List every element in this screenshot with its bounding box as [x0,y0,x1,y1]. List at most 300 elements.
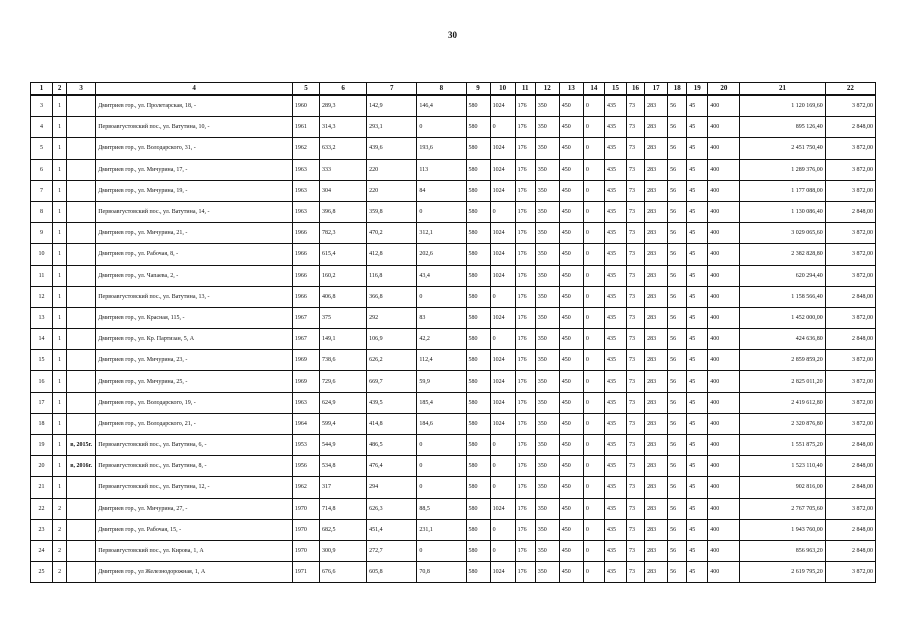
rate-12-cell: 350 [535,540,559,561]
year-cell: 1963 [292,159,319,180]
address-cell: Дмитриев гор., ул. Пролетарская, 18, - [96,95,293,117]
column-header: 1 [31,83,53,96]
table-row [31,456,876,477]
note-cell [67,562,96,583]
rate-10-cell: 1024 [490,223,515,244]
unit-rate-cell: 3 872,00 [825,307,875,328]
rate-12-cell: 350 [535,286,559,307]
rate-10-cell: 0 [490,519,515,540]
rate-16-cell: 73 [627,159,645,180]
rate-10-cell: 0 [490,435,515,456]
rate-20-cell: 400 [708,286,740,307]
rate-14-cell: 0 [583,159,604,180]
unit-rate-cell: 2 848,00 [825,329,875,350]
rate-12-cell: 350 [535,413,559,434]
rate-18-cell: 56 [668,519,687,540]
rate-17-cell: 283 [645,498,668,519]
rate-17-cell: 283 [645,138,668,159]
rate-16-cell: 73 [627,286,645,307]
unit-rate-cell: 3 872,00 [825,413,875,434]
rate-18-cell: 56 [668,95,687,117]
table-row [31,265,876,286]
rate-18-cell: 56 [668,350,687,371]
rate-14-cell: 0 [583,117,604,138]
row-number-cell: 7 [31,180,53,201]
rate-11-cell: 176 [515,435,535,456]
address-cell: Дмитриев гор., ул Железнодорожная, 1, А [96,562,293,583]
total-area-cell: 406,8 [320,286,367,307]
rate-9-cell: 580 [466,392,490,413]
unit-rate-cell: 2 848,00 [825,435,875,456]
rate-14-cell: 0 [583,540,604,561]
area-a-cell: 292 [367,307,417,328]
rate-17-cell: 283 [645,540,668,561]
rate-13-cell: 450 [559,117,583,138]
area-a-cell: 293,1 [367,117,417,138]
rate-14-cell: 0 [583,350,604,371]
rate-16-cell: 73 [627,562,645,583]
rate-12-cell: 350 [535,159,559,180]
area-a-cell: 626,3 [367,498,417,519]
rate-11-cell: 176 [515,456,535,477]
year-cell: 1967 [292,307,319,328]
rate-11-cell: 176 [515,392,535,413]
area-b-cell: 43,4 [417,265,466,286]
year-cell: 1966 [292,265,319,286]
rate-16-cell: 73 [627,307,645,328]
rate-13-cell: 450 [559,286,583,307]
rate-15-cell: 435 [604,244,626,265]
rate-17-cell: 283 [645,371,668,392]
rate-16-cell: 73 [627,180,645,201]
group-cell: 1 [53,329,67,350]
note-cell [67,265,96,286]
rate-9-cell: 580 [466,413,490,434]
address-cell: Первоавгустовский пос., ул. Ватутина, 14, - [96,201,293,222]
year-cell: 1964 [292,413,319,434]
group-cell: 1 [53,223,67,244]
address-cell: Первоавгустовский пос., ул. Ватутина, 13, - [96,286,293,307]
unit-rate-cell: 3 872,00 [825,244,875,265]
year-cell: 1970 [292,519,319,540]
column-header: 21 [740,83,825,96]
column-header: 14 [583,83,604,96]
address-cell: Дмитриев гор., ул. Володарского, 19, - [96,392,293,413]
rate-19-cell: 45 [687,371,708,392]
rate-19-cell: 45 [687,477,708,498]
rate-12-cell: 350 [535,562,559,583]
rate-17-cell: 283 [645,180,668,201]
row-number-cell: 9 [31,223,53,244]
unit-rate-cell: 2 848,00 [825,201,875,222]
table-row [31,371,876,392]
area-a-cell: 439,5 [367,392,417,413]
rate-16-cell: 73 [627,519,645,540]
rate-13-cell: 450 [559,413,583,434]
rate-14-cell: 0 [583,286,604,307]
amount-cell: 2 767 705,60 [740,498,825,519]
rate-18-cell: 56 [668,244,687,265]
rate-13-cell: 450 [559,350,583,371]
total-area-cell: 633,2 [320,138,367,159]
total-area-cell: 534,8 [320,456,367,477]
rate-11-cell: 176 [515,413,535,434]
total-area-cell: 375 [320,307,367,328]
rate-12-cell: 350 [535,477,559,498]
rate-12-cell: 350 [535,201,559,222]
unit-rate-cell: 2 848,00 [825,540,875,561]
note-cell [67,180,96,201]
rate-11-cell: 176 [515,286,535,307]
group-cell: 1 [53,392,67,413]
area-a-cell: 412,8 [367,244,417,265]
total-area-cell: 314,3 [320,117,367,138]
rate-11-cell: 176 [515,350,535,371]
rate-19-cell: 45 [687,307,708,328]
rate-13-cell: 450 [559,159,583,180]
group-cell: 2 [53,498,67,519]
rate-11-cell: 176 [515,371,535,392]
note-cell [67,413,96,434]
unit-rate-cell: 3 872,00 [825,95,875,117]
rate-12-cell: 350 [535,138,559,159]
rate-17-cell: 283 [645,244,668,265]
rate-9-cell: 580 [466,371,490,392]
rate-19-cell: 45 [687,329,708,350]
rate-15-cell: 435 [604,435,626,456]
table-body [31,95,876,583]
address-cell: Дмитриев гор., ул. Красная, 115, - [96,307,293,328]
unit-rate-cell: 2 848,00 [825,519,875,540]
column-header: 8 [417,83,466,96]
rate-20-cell: 400 [708,180,740,201]
group-cell: 1 [53,435,67,456]
unit-rate-cell: 3 872,00 [825,159,875,180]
rate-18-cell: 56 [668,392,687,413]
column-header: 2 [53,83,67,96]
total-area-cell: 624,9 [320,392,367,413]
column-header: 20 [708,83,740,96]
rate-12-cell: 350 [535,244,559,265]
column-header: 9 [466,83,490,96]
column-header: 22 [825,83,875,96]
row-number-cell: 11 [31,265,53,286]
group-cell: 2 [53,519,67,540]
unit-rate-cell: 3 872,00 [825,371,875,392]
amount-cell: 1 158 566,40 [740,286,825,307]
rate-19-cell: 45 [687,265,708,286]
table-row [31,180,876,201]
rate-19-cell: 45 [687,519,708,540]
row-number-cell: 15 [31,350,53,371]
rate-9-cell: 580 [466,540,490,561]
note-cell [67,498,96,519]
rate-19-cell: 45 [687,435,708,456]
table-row [31,307,876,328]
rate-13-cell: 450 [559,265,583,286]
address-cell: Первоавгустовский пос., ул. Ватутина, 6, - [96,435,293,456]
area-a-cell: 116,8 [367,265,417,286]
row-number-cell: 22 [31,498,53,519]
table-row [31,159,876,180]
amount-cell: 1 523 110,40 [740,456,825,477]
amount-cell: 1 177 088,00 [740,180,825,201]
note-cell [67,371,96,392]
rate-13-cell: 450 [559,223,583,244]
row-number-cell: 3 [31,95,53,117]
area-a-cell: 669,7 [367,371,417,392]
area-b-cell: 42,2 [417,329,466,350]
rate-19-cell: 45 [687,498,708,519]
rate-10-cell: 0 [490,286,515,307]
rate-20-cell: 400 [708,562,740,583]
address-cell: Дмитриев гор., ул. Мичурина, 25, - [96,371,293,392]
rate-15-cell: 435 [604,265,626,286]
rate-10-cell: 0 [490,117,515,138]
amount-cell: 2 619 795,20 [740,562,825,583]
rate-14-cell: 0 [583,244,604,265]
rate-18-cell: 56 [668,286,687,307]
total-area-cell: 599,4 [320,413,367,434]
rate-14-cell: 0 [583,180,604,201]
year-cell: 1969 [292,371,319,392]
total-area-cell: 304 [320,180,367,201]
rate-10-cell: 1024 [490,562,515,583]
rate-16-cell: 73 [627,244,645,265]
rate-17-cell: 283 [645,350,668,371]
unit-rate-cell: 3 872,00 [825,392,875,413]
year-cell: 1956 [292,456,319,477]
area-a-cell: 414,8 [367,413,417,434]
column-header: 7 [367,83,417,96]
amount-cell: 3 029 065,60 [740,223,825,244]
rate-12-cell: 350 [535,350,559,371]
rate-14-cell: 0 [583,95,604,117]
rate-12-cell: 350 [535,329,559,350]
rate-17-cell: 283 [645,519,668,540]
rate-16-cell: 73 [627,413,645,434]
register-table [30,82,876,583]
rate-13-cell: 450 [559,329,583,350]
row-number-cell: 25 [31,562,53,583]
rate-15-cell: 435 [604,392,626,413]
address-cell: Дмитриев гор., ул. Кр. Партизан, 5, А [96,329,293,350]
note-cell [67,329,96,350]
area-b-cell: 202,6 [417,244,466,265]
rate-15-cell: 435 [604,117,626,138]
table-row [31,138,876,159]
note-cell [67,223,96,244]
rate-13-cell: 450 [559,138,583,159]
table-row [31,477,876,498]
area-b-cell: 0 [417,477,466,498]
total-area-cell: 317 [320,477,367,498]
rate-11-cell: 176 [515,477,535,498]
rate-14-cell: 0 [583,498,604,519]
group-cell: 1 [53,307,67,328]
address-cell: Дмитриев гор., ул. Мичурина, 17, - [96,159,293,180]
rate-20-cell: 400 [708,201,740,222]
rate-16-cell: 73 [627,498,645,519]
amount-cell: 895 126,40 [740,117,825,138]
rate-19-cell: 45 [687,456,708,477]
year-cell: 1963 [292,180,319,201]
rate-17-cell: 283 [645,435,668,456]
rate-15-cell: 435 [604,371,626,392]
note-cell: в, 2016г. [67,456,96,477]
note-cell [67,307,96,328]
group-cell: 1 [53,286,67,307]
rate-16-cell: 73 [627,392,645,413]
rate-19-cell: 45 [687,540,708,561]
table-row [31,329,876,350]
total-area-cell: 729,6 [320,371,367,392]
note-cell: в, 2015г. [67,435,96,456]
rate-16-cell: 73 [627,95,645,117]
rate-20-cell: 400 [708,435,740,456]
column-header: 5 [292,83,319,96]
amount-cell: 1 551 875,20 [740,435,825,456]
row-number-cell: 23 [31,519,53,540]
rate-11-cell: 176 [515,95,535,117]
rate-15-cell: 435 [604,307,626,328]
rate-9-cell: 580 [466,435,490,456]
rate-16-cell: 73 [627,456,645,477]
year-cell: 1966 [292,223,319,244]
rate-18-cell: 56 [668,117,687,138]
table-row [31,350,876,371]
column-header: 10 [490,83,515,96]
note-cell [67,95,96,117]
group-cell: 1 [53,201,67,222]
rate-18-cell: 56 [668,540,687,561]
rate-19-cell: 45 [687,159,708,180]
rate-17-cell: 283 [645,562,668,583]
rate-14-cell: 0 [583,138,604,159]
amount-cell: 1 943 760,00 [740,519,825,540]
year-cell: 1970 [292,498,319,519]
rate-14-cell: 0 [583,223,604,244]
rate-10-cell: 1024 [490,138,515,159]
rate-19-cell: 45 [687,244,708,265]
rate-20-cell: 400 [708,223,740,244]
rate-14-cell: 0 [583,265,604,286]
area-a-cell: 451,4 [367,519,417,540]
amount-cell: 2 859 859,20 [740,350,825,371]
table-row [31,498,876,519]
rate-11-cell: 176 [515,244,535,265]
rate-11-cell: 176 [515,329,535,350]
rate-9-cell: 580 [466,223,490,244]
rate-9-cell: 580 [466,117,490,138]
row-number-cell: 19 [31,435,53,456]
rate-19-cell: 45 [687,223,708,244]
rate-9-cell: 580 [466,159,490,180]
area-b-cell: 113 [417,159,466,180]
column-header: 12 [535,83,559,96]
amount-cell: 2 320 876,80 [740,413,825,434]
rate-14-cell: 0 [583,307,604,328]
total-area-cell: 396,8 [320,201,367,222]
rate-18-cell: 56 [668,456,687,477]
rate-15-cell: 435 [604,413,626,434]
note-cell [67,392,96,413]
unit-rate-cell: 3 872,00 [825,223,875,244]
total-area-cell: 149,1 [320,329,367,350]
year-cell: 1970 [292,540,319,561]
area-a-cell: 220 [367,180,417,201]
table-row [31,117,876,138]
rate-19-cell: 45 [687,286,708,307]
rate-20-cell: 400 [708,350,740,371]
rate-10-cell: 1024 [490,350,515,371]
rate-12-cell: 350 [535,180,559,201]
rate-15-cell: 435 [604,201,626,222]
rate-9-cell: 580 [466,307,490,328]
group-cell: 1 [53,371,67,392]
rate-17-cell: 283 [645,159,668,180]
rate-15-cell: 435 [604,223,626,244]
note-cell [67,477,96,498]
amount-cell: 1 289 376,00 [740,159,825,180]
group-cell: 1 [53,265,67,286]
rate-15-cell: 435 [604,329,626,350]
amount-cell: 424 636,80 [740,329,825,350]
rate-14-cell: 0 [583,456,604,477]
rate-11-cell: 176 [515,180,535,201]
rate-13-cell: 450 [559,244,583,265]
rate-14-cell: 0 [583,519,604,540]
address-cell: Дмитриев гор., ул. Мичурина, 21, - [96,223,293,244]
rate-17-cell: 283 [645,201,668,222]
rate-12-cell: 350 [535,265,559,286]
rate-18-cell: 56 [668,329,687,350]
area-a-cell: 106,9 [367,329,417,350]
rate-10-cell: 1024 [490,392,515,413]
rate-9-cell: 580 [466,477,490,498]
rate-18-cell: 56 [668,371,687,392]
rate-16-cell: 73 [627,201,645,222]
area-a-cell: 220 [367,159,417,180]
area-b-cell: 146,4 [417,95,466,117]
rate-20-cell: 400 [708,413,740,434]
row-number-cell: 18 [31,413,53,434]
rate-12-cell: 350 [535,117,559,138]
area-a-cell: 626,2 [367,350,417,371]
year-cell: 1966 [292,286,319,307]
rate-13-cell: 450 [559,435,583,456]
group-cell: 1 [53,95,67,117]
rate-19-cell: 45 [687,180,708,201]
rate-20-cell: 400 [708,265,740,286]
rate-10-cell: 0 [490,456,515,477]
rate-11-cell: 176 [515,159,535,180]
area-b-cell: 0 [417,540,466,561]
total-area-cell: 544,9 [320,435,367,456]
rate-9-cell: 580 [466,350,490,371]
rate-10-cell: 1024 [490,307,515,328]
table-row [31,392,876,413]
rate-17-cell: 283 [645,95,668,117]
address-cell: Дмитриев гор., ул. Мичурина, 19, - [96,180,293,201]
rate-20-cell: 400 [708,244,740,265]
table-row [31,223,876,244]
table-row [31,562,876,583]
rate-18-cell: 56 [668,413,687,434]
rate-10-cell: 1024 [490,159,515,180]
row-number-cell: 16 [31,371,53,392]
rate-10-cell: 0 [490,329,515,350]
